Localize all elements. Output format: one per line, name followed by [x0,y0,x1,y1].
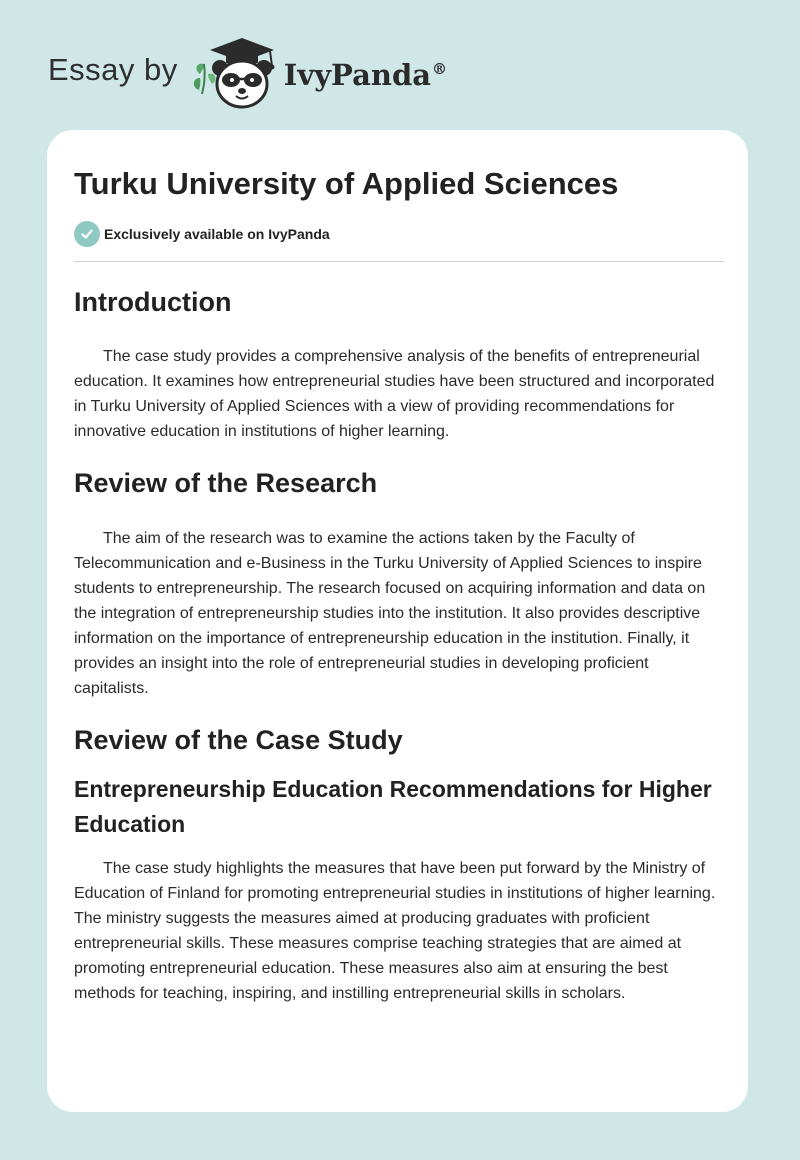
section-paragraph-introduction: The case study provides a comprehensive analysis of the benefits of entrepreneurial education. It examines how entrepreneurial studies have been structured and incorporated in Turku University of Applied Sciences with a view of providing recommendations for innovative education in institutions of higher learning. [74,348,715,440]
check-circle-icon [74,221,100,247]
section-subheading-recommendations: Entrepreneurship Education Recommendations for Higher Education [74,776,712,837]
section-heading-review-case-study: Review of the Case Study [74,725,403,755]
site-header [48,34,447,110]
page-title: Turku University of Applied Sciences [74,166,619,201]
title-divider [74,261,724,262]
essay-body [74,280,724,1006]
essay-card [47,130,748,1112]
section-heading-review-research: Review of the Research [74,468,378,498]
brand-label: IvyPanda [283,58,432,92]
section-paragraph-review-research: The aim of the research was to examine the actions taken by the Faculty of Telecommunication and e-Business in the Turku University of Applied Sciences to inspire students to entrepreneurship. The research focused on acquiring information and data on the integration of entrepreneurship studies into the institution. It also provides descriptive information on the importance of entrepreneurship education in the institution. Finally, it provides an insight into the role of entrepreneurial studies in developing proficient capitalists. [74,530,706,697]
brand-name[interactable] [284,58,447,92]
essay-by-label: Essay by [48,52,178,87]
exclusive-badge [74,221,330,247]
ivypanda-logo-icon[interactable] [190,34,282,110]
exclusive-label: Exclusively available on IvyPanda [104,226,330,242]
section-paragraph-case-study: The case study highlights the measures that have been put forward by the Ministry of Education of Finland for promoting entrepreneurial studies in institutions of higher learning. The ministry suggests the measures aimed at producing graduates with proficient entrepreneurial skills. These measures comprise teaching strategies that are aimed at promoting entrepreneurial education. These measures also aim at ensuring the best methods for teaching, inspiring, and instilling entrepreneurial skills in scholars. [74,860,716,1002]
section-heading-introduction: Introduction [74,287,232,317]
registered-mark: ® [432,60,448,79]
